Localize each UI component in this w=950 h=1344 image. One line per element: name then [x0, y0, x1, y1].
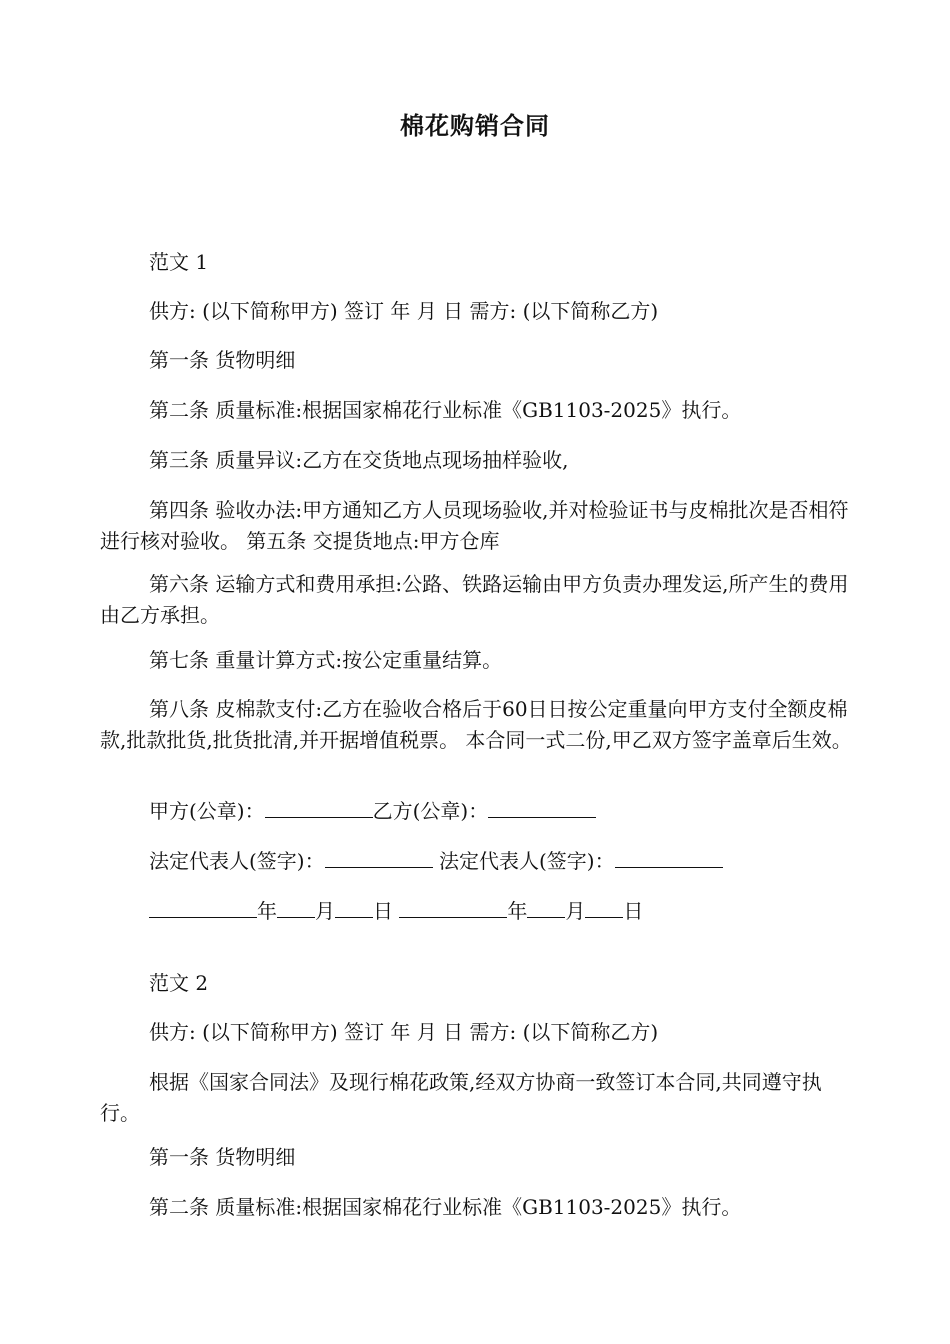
date-a-month-blank: [277, 895, 315, 918]
date-a-year-blank: [149, 895, 257, 918]
document-title: 棉花购销合同: [400, 112, 550, 140]
sample1-article-3: 第三条 质量异议:乙方在交货地点现场抽样验收,: [149, 448, 569, 472]
date-a-day-blank: [335, 895, 373, 918]
party-b-seal-blank: [488, 795, 596, 818]
sample2-intro: 根据《国家合同法》及现行棉花政策,经双方协商一致签订本合同,共同遵守执行。: [100, 1070, 822, 1125]
party-a-rep-blank: [325, 845, 433, 868]
date-b-year-label: 年: [507, 899, 528, 923]
sample1-article-6: 第六条 运输方式和费用承担:公路、铁路运输由甲方负责办理发运,所产生的费用由乙方承担。: [100, 572, 849, 627]
sample1-article-7: 第七条 重量计算方式:按公定重量结算。: [149, 648, 503, 672]
date-a-day-label: 日: [373, 899, 393, 923]
party-b-rep-blank: [615, 845, 723, 868]
sample1-article-8: 第八条 皮棉款支付:乙方在验收合格后于60日日按公定重量向甲方支付全额皮棉款,批款批货,批货批清,并开据增值税票。 本合同一式二份,甲乙双方签字盖章后生效。: [100, 697, 852, 752]
sample2-parties: 供方: (以下简称甲方) 签订 年 月 日 需方: (以下简称乙方): [149, 1020, 659, 1044]
sample1-article-1: 第一条 货物明细: [149, 348, 296, 372]
party-a-seal-label: 甲方(公章)：: [149, 799, 265, 823]
date-a-month-label: 月: [315, 899, 335, 923]
date-b-year-blank: [399, 895, 507, 918]
party-b-seal-label: 乙方(公章)：: [372, 799, 489, 823]
sample1-heading: 范文 1: [149, 250, 209, 274]
date-b-month-label: 月: [565, 899, 586, 923]
sample2-heading: 范文 2: [149, 971, 209, 995]
party-b-rep-label: 法定代表人(签字)：: [438, 849, 615, 873]
sample1-representative-line: [100, 845, 860, 877]
sample1-date-line: [100, 895, 860, 927]
sample1-parties: 供方: (以下简称甲方) 签订 年 月 日 需方: (以下简称乙方): [149, 299, 659, 323]
party-a-seal-blank: [265, 795, 373, 818]
date-b-day-blank: [585, 895, 623, 918]
date-a-year-label: 年: [257, 899, 277, 923]
date-b-month-blank: [527, 895, 565, 918]
sample1-article-2: 第二条 质量标准:根据国家棉花行业标准《GB1103-2025》执行。: [149, 398, 742, 422]
sample2-article-2: 第二条 质量标准:根据国家棉花行业标准《GB1103-2025》执行。: [149, 1195, 742, 1219]
sample1-seal-line: [100, 795, 860, 827]
party-a-rep-label: 法定代表人(签字)：: [149, 849, 325, 873]
sample1-article-4-5: 第四条 验收办法:甲方通知乙方人员现场验收,并对检验证书与皮棉批次是否相符进行核对验收。 第五条 交提货地点:甲方仓库: [100, 498, 849, 553]
sample2-article-1: 第一条 货物明细: [149, 1145, 296, 1169]
date-b-day-label: 日: [623, 899, 644, 923]
